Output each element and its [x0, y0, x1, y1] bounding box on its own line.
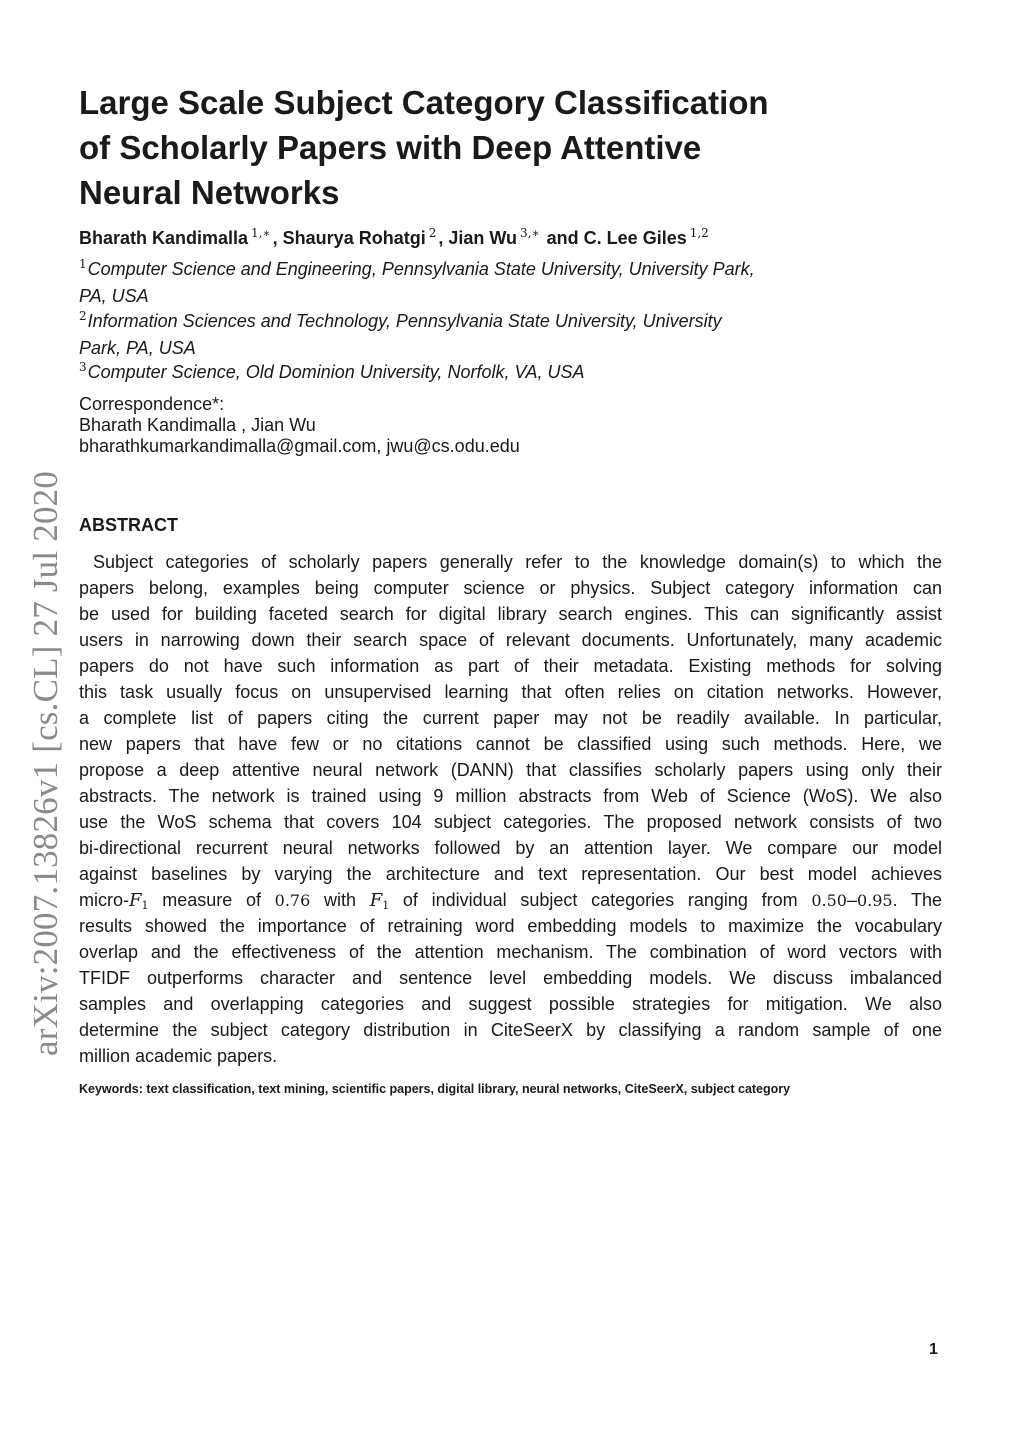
author-separator: , [438, 228, 449, 248]
affiliation-number: 3 [79, 360, 87, 374]
abstract-line: be used for building faceted search for digital library search engines. This can significantly assist [79, 604, 942, 624]
f1-subscript: 1 [382, 899, 390, 912]
abstract-line: samples and overlapping categories and suggest possible strategies for mitigation. We also [79, 994, 942, 1014]
correspondence-label: Correspondence*: [79, 394, 225, 414]
author-name: Jian Wu [448, 228, 518, 248]
abstract-line: this task usually focus on unsupervised learning that often relies on citation networks. However, [79, 682, 942, 702]
abstract-line: bi-directional recurrent neural networks followed by an attention layer. We compare our model [79, 838, 942, 858]
author-separator: , [272, 228, 283, 248]
abstract-line: a complete list of papers citing the current paper may not be readily available. In particular, [79, 708, 942, 728]
abstract-line: papers do not have such information as part of their metadata. Existing methods for solving [79, 656, 942, 676]
abstract-line: against baselines by varying the architecture and text representation. Our best model achieves [79, 864, 942, 884]
author-affiliation-mark: 3,∗ [520, 226, 540, 240]
author-list [79, 224, 979, 254]
range-low-value: 0.50 [811, 891, 847, 910]
title-line: Neural Networks [79, 174, 340, 211]
correspondence [79, 394, 959, 457]
abstract-line: overlap and the effectiveness of the attention mechanism. The combination of word vectors with [79, 942, 942, 962]
title-line: of Scholarly Papers with Deep Attentive [79, 129, 702, 166]
range-dash: – [846, 890, 857, 910]
range-high-value: 0.95 [856, 891, 893, 910]
abstract-line: propose a deep attentive neural network (DANN) that classifies scholarly papers using only their [79, 760, 942, 780]
affiliation [79, 257, 959, 309]
f1-symbol [370, 890, 390, 911]
abstract-heading: ABSTRACT [79, 515, 178, 535]
author-affiliation-mark: 2 [428, 226, 437, 240]
abstract-body [79, 549, 942, 1069]
abstract-math-line [79, 887, 942, 913]
author-separator: and [541, 228, 584, 248]
abstract-line: abstracts. The network is trained using 9 million abstracts from Web of Science (WoS). We also [79, 786, 942, 806]
abstract-line: Subject categories of scholarly papers generally refer to the knowledge domain(s) to which the [93, 552, 942, 572]
keywords: Keywords: text classification, text mining, scientific papers, digital library, neural networks, CiteSeerX, subject category [79, 1082, 791, 1096]
affiliation-text: Computer Science and Engineering, Pennsylvania State University, University Park, [87, 259, 755, 279]
f1-letter: F [129, 890, 142, 911]
affiliation-text: Computer Science, Old Dominion University, Norfolk, VA, USA [87, 362, 585, 382]
affiliation-number: 2 [79, 309, 87, 323]
author-name: Shaurya Rohatgi [282, 228, 426, 248]
correspondence-emails[interactable]: bharathkumarkandimalla@gmail.com, jwu@cs.odu.edu [79, 436, 520, 456]
abstract-line: new papers that have few or no citations cannot be classified using such methods. Here, we [79, 734, 942, 754]
title-line: Large Scale Subject Category Classification [79, 84, 769, 121]
math-line-text: . The [892, 890, 942, 910]
f1-letter: F [369, 890, 383, 911]
math-line-text: with [310, 890, 370, 910]
abstract-line: users in narrowing down their search space of relevant documents. Unfortunately, many academic [79, 630, 942, 650]
abstract-line: papers belong, examples being computer science or physics. Subject category information can [79, 578, 942, 598]
affiliation-number: 1 [79, 257, 87, 271]
f1-symbol [129, 890, 149, 911]
affiliation-text: Information Sciences and Technology, Pennsylvania State University, University [87, 311, 722, 331]
paper-title [79, 80, 879, 215]
page-number: 1 [929, 1341, 938, 1358]
affiliation [79, 360, 959, 387]
abstract-line: determine the subject category distribution in CiteSeerX by classifying a random sample of one [79, 1020, 942, 1040]
author-affiliation-mark: 1,∗ [251, 226, 271, 240]
correspondence-names: Bharath Kandimalla , Jian Wu [79, 415, 316, 435]
micro-f1-value: 0.76 [274, 891, 311, 910]
math-line-text: micro- [79, 890, 129, 910]
affiliation [79, 309, 959, 361]
abstract-line: use the WoS schema that covers 104 subject categories. The proposed network consists of two [79, 812, 942, 832]
arxiv-stamp: arXiv:2007.13826v1 [cs.CL] 27 Jul 2020 [26, 470, 65, 1056]
author-name: Bharath Kandimalla [79, 228, 249, 248]
abstract-line: TFIDF outperforms character and sentence level embedding models. We discuss imbalanced [79, 968, 942, 988]
math-line-text: measure of [148, 890, 275, 910]
affiliation-text: PA, USA [79, 286, 149, 306]
author-affiliation-mark: 1,2 [689, 226, 709, 240]
affiliation-text: Park, PA, USA [79, 338, 196, 358]
abstract-line: results showed the importance of retraining word embedding models to maximize the vocabulary [79, 916, 942, 936]
abstract-line: million academic papers. [79, 1046, 278, 1066]
f1-subscript: 1 [141, 899, 149, 912]
author-name: C. Lee Giles [583, 228, 687, 248]
math-line-text: of individual subject categories ranging from [389, 890, 812, 910]
